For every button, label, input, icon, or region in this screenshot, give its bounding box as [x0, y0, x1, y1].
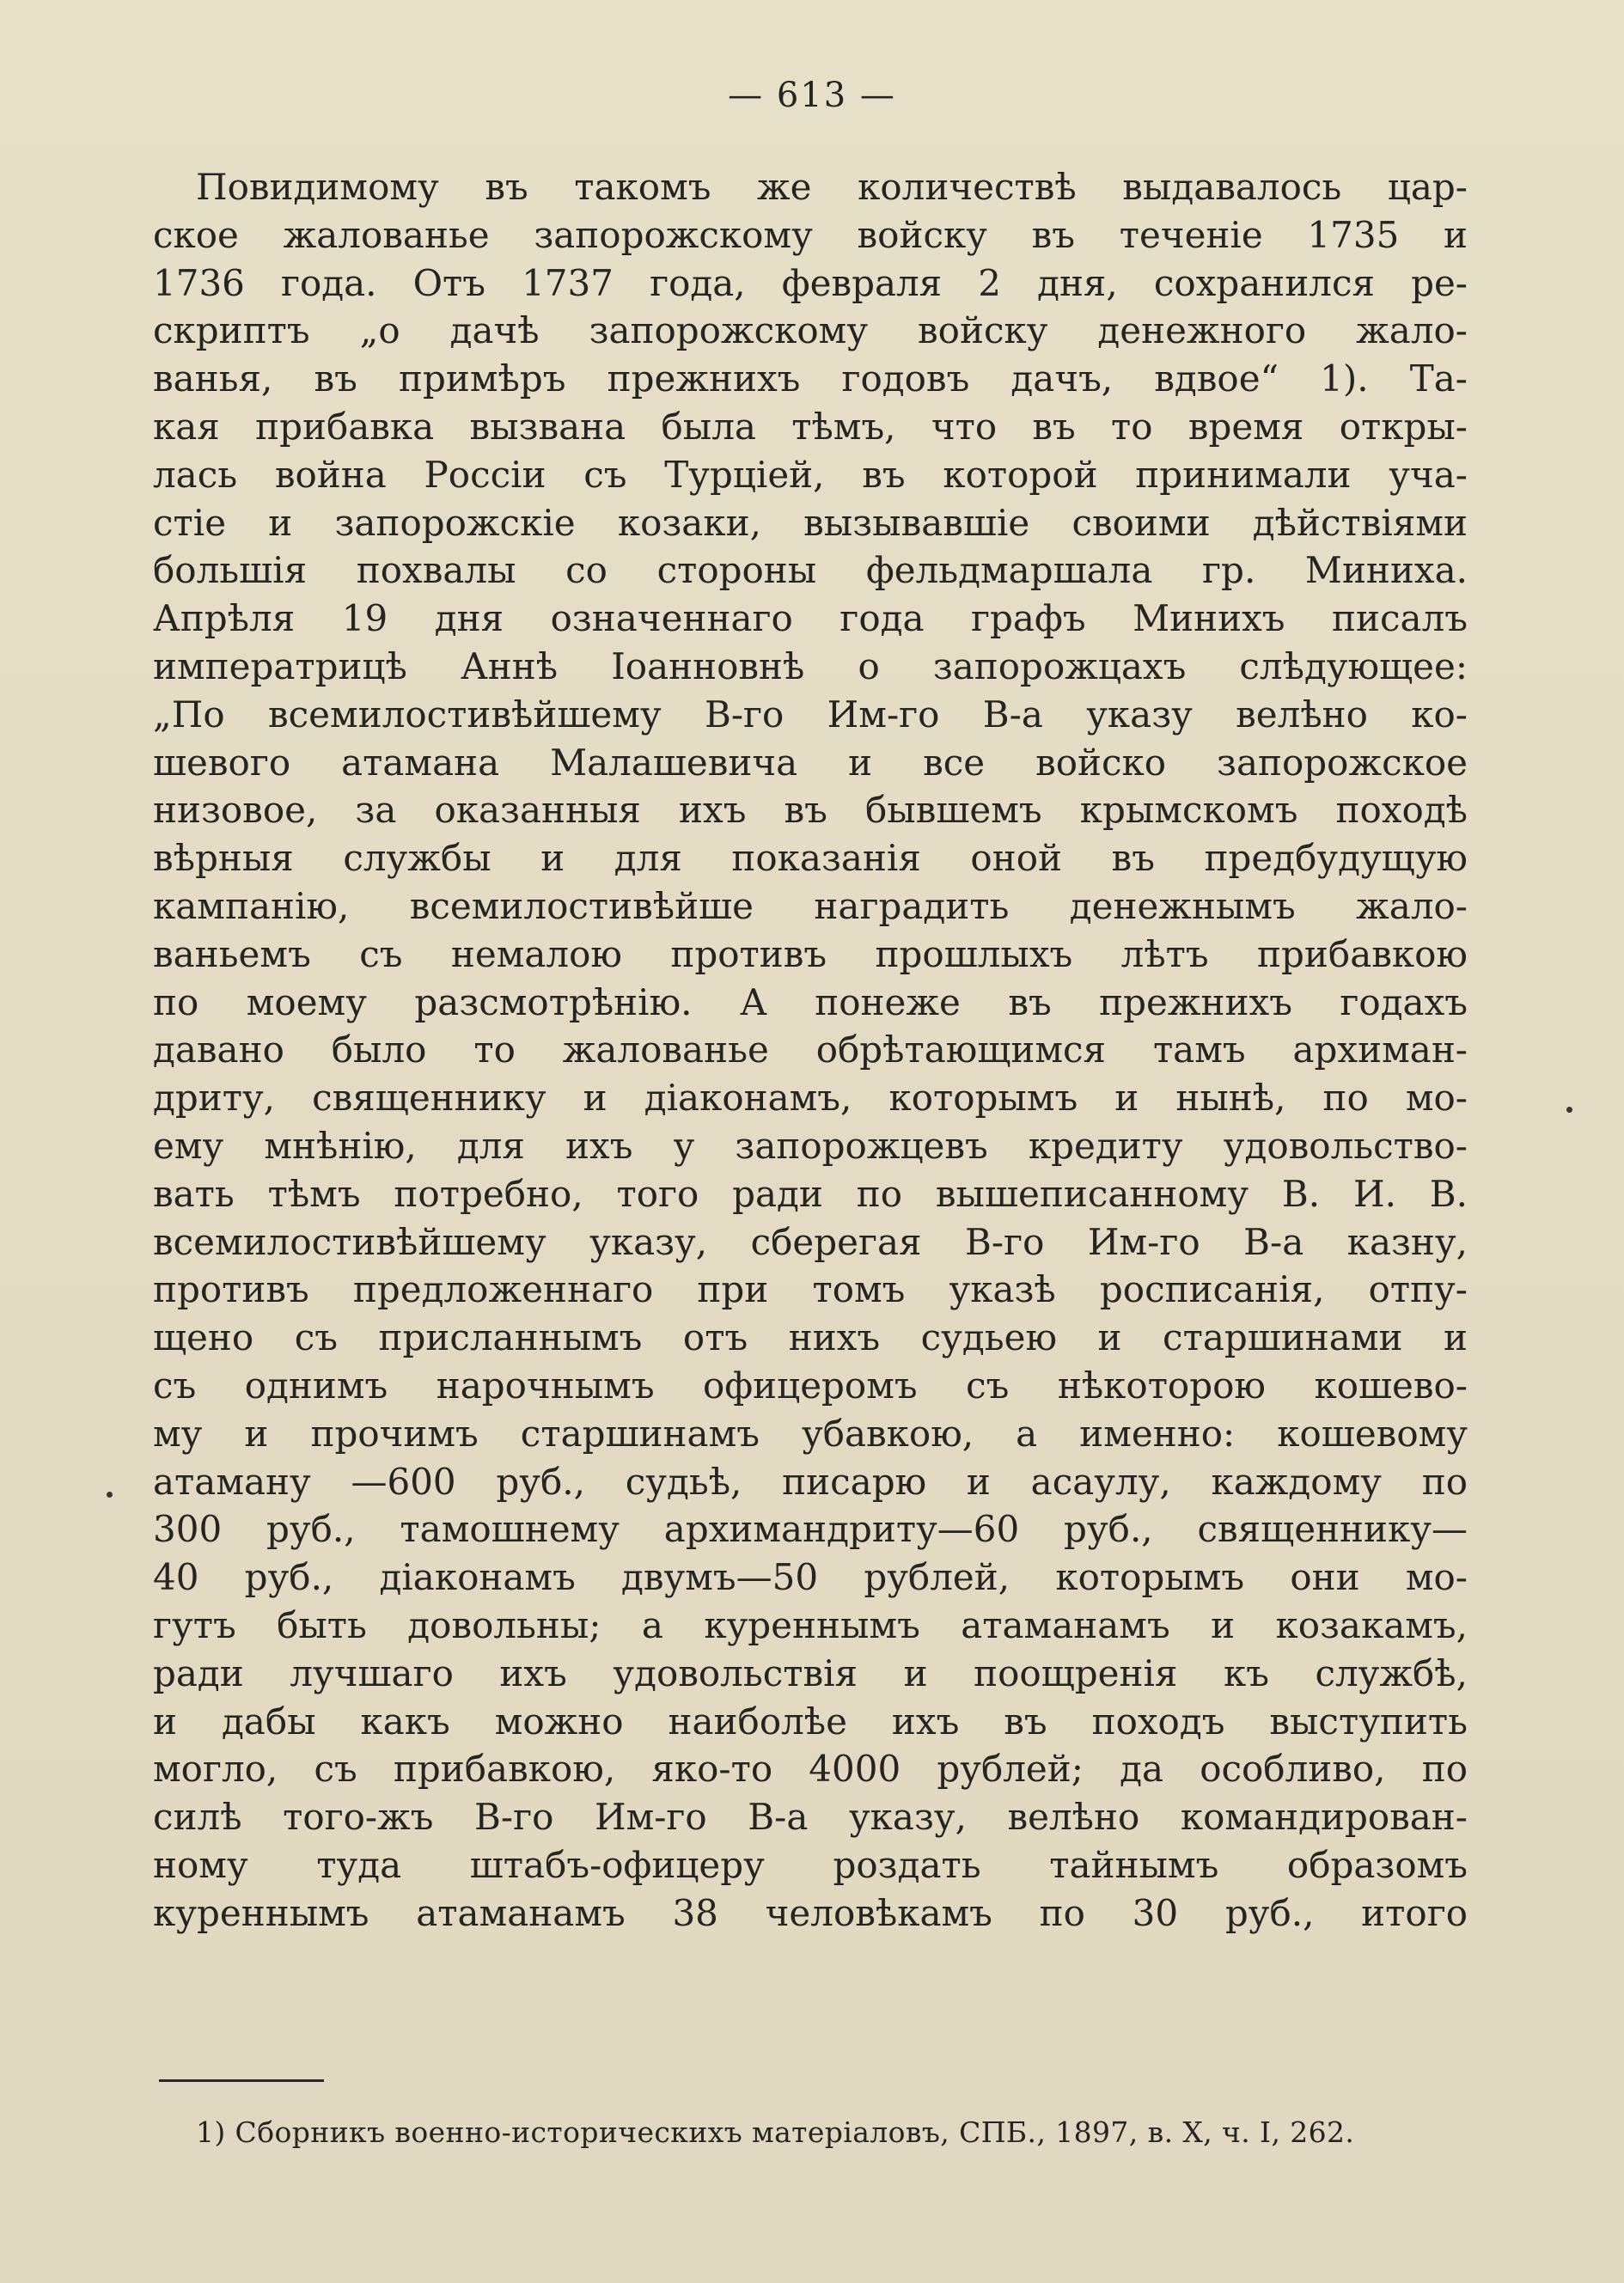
text-line: всемилостивѣйшему указу, сберегая В-го Им-го В-а казну, [153, 1220, 1468, 1263]
text-line: противъ предложеннаго при томъ указѣ росписанія, отпу- [153, 1268, 1468, 1311]
text-line: ванья, въ примѣръ прежнихъ годовъ дачъ, вдвое“ 1). Та- [153, 357, 1468, 400]
text-line: дриту, священнику и діаконамъ, которымъ и нынѣ, по мо- [153, 1077, 1468, 1120]
text-line: большія похвалы со стороны фельдмаршала гр. Миниха. [153, 549, 1468, 592]
text-line: кампанію, всемилостивѣйше наградить денежнымъ жало- [153, 884, 1468, 927]
text-line: Повидимому въ такомъ же количествѣ выдавалось цар- [196, 166, 1468, 208]
footnote: 1) Сборникъ военно-историческихъ матеріаловъ, СПБ., 1897, в. X, ч. I, 262. [196, 2115, 1355, 2149]
text-line: могло, съ прибавкою, яко-то 4000 рублей; да особливо, по [153, 1748, 1468, 1791]
text-line: низовое, за оказанныя ихъ въ бывшемъ крымскомъ походѣ [153, 789, 1468, 832]
page-number: — 613 — [728, 76, 896, 115]
text-line: атаману —600 руб., судьѣ, писарю и асаулу, каждому по [153, 1460, 1468, 1503]
text-line: силѣ того-жъ В-го Им-го В-а указу, велѣно командирован- [153, 1796, 1468, 1839]
print-speck [107, 1492, 113, 1498]
text-line: стіе и запорожскіе козаки, вызывавшіе своими дѣйствіями [153, 501, 1468, 544]
text-line: императрицѣ Аннѣ Іоанновнѣ о запорожцахъ слѣдующее: [153, 644, 1468, 687]
text-line: по моему разсмотрѣнію. А понеже въ прежнихъ годахъ [153, 980, 1468, 1023]
text-line: вать тѣмъ потребно, того ради по вышеписанному В. И. В. [153, 1172, 1468, 1215]
text-line: му и прочимъ старшинамъ убавкою, а именно: кошевому [153, 1412, 1468, 1455]
text-line: и дабы какъ можно наиболѣе ихъ въ походъ выступить [153, 1700, 1468, 1743]
text-line: ради лучшаго ихъ удовольствія и поощренія къ службѣ, [153, 1651, 1468, 1694]
text-line: шевого атамана Малашевича и все войско запорожское [153, 741, 1468, 784]
text-line: кая прибавка вызвана была тѣмъ, что въ то время откры- [153, 405, 1468, 448]
text-line: лась война Россіи съ Турціей, въ которой принимали уча- [153, 453, 1468, 496]
text-line: ваньемъ съ немалою противъ прошлыхъ лѣтъ прибавкою [153, 932, 1468, 975]
text-line: давано было то жалованье обрѣтающимся тамъ архиман- [153, 1029, 1468, 1071]
text-line: вѣрныя службы и для показанія оной въ предбудущую [153, 837, 1468, 880]
text-line: 1736 года. Отъ 1737 года, февраля 2 дня, сохранился ре- [153, 261, 1468, 304]
text-line: съ однимъ нарочнымъ офицеромъ съ нѣкоторою кошево- [153, 1364, 1468, 1407]
text-line: куреннымъ атаманамъ 38 человѣкамъ по 30 руб., итого [153, 1891, 1468, 1934]
text-line: Апрѣля 19 дня означеннаго года графъ Минихъ писалъ [153, 597, 1468, 640]
footnote-divider [159, 2079, 324, 2082]
text-line: ему мнѣнію, для ихъ у запорожцевъ кредиту удовольство- [153, 1124, 1468, 1167]
text-line: 40 руб., діаконамъ двумъ—50 рублей, которымъ они мо- [153, 1556, 1468, 1599]
text-line: ское жалованье запорожскому войску въ теченіе 1735 и [153, 213, 1468, 256]
text-line: ному туда штабъ-офицеру роздать тайнымъ образомъ [153, 1843, 1468, 1886]
print-speck [1566, 1107, 1572, 1113]
body-text [153, 163, 1468, 1937]
text-line: 300 руб., тамошнему архимандриту—60 руб., священнику— [153, 1508, 1468, 1551]
text-line: скриптъ „о дачѣ запорожскому войску денежного жало- [153, 309, 1468, 352]
text-line: щено съ присланнымъ отъ нихъ судьею и старшинами и [153, 1316, 1468, 1359]
text-line: „По всемилостивѣйшему В-го Им-го В-а указу велѣно ко- [153, 693, 1468, 736]
text-line: гутъ быть довольны; а куреннымъ атаманамъ и козакамъ, [153, 1603, 1468, 1646]
